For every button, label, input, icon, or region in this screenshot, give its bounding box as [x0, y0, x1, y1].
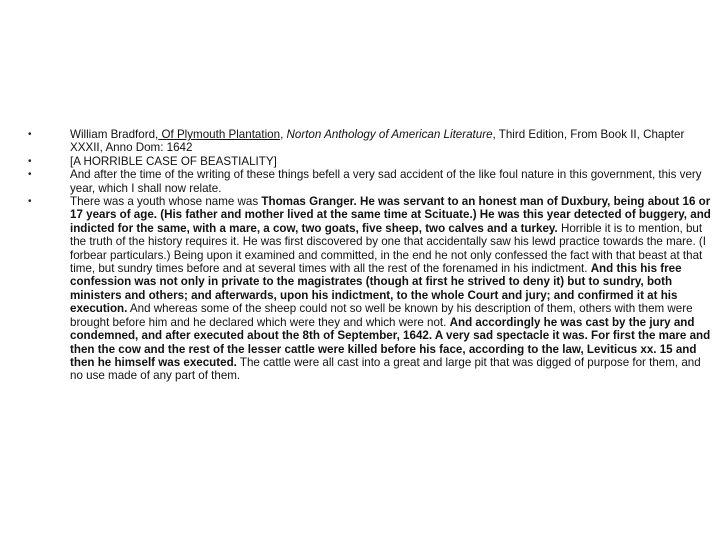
- bullet-dot-icon: •: [28, 196, 32, 208]
- narrative-segment-bold: And accordingly he was cast by the jury and condemned, and after executed about the 8th of September, 1642. A very sad spectacle it was. For first the mare and then the cow and the rest of the lesser cattle were killed before his face, according to the law, Leviticus xx. 15 and then he himself was executed.: [70, 315, 711, 369]
- narrative-segment-bold: And this his free confession was not only in private to the magistrates (though at first he strived to deny it) but to sundry, both ministers and others; and afterwards, upon his indictment, to the whole Court and jury; and confirmed it at his execution.: [70, 262, 682, 316]
- bullet-dot-icon: •: [28, 129, 32, 140]
- bullet-citation: [28, 128, 714, 155]
- citation-author: William Bradford,: [70, 128, 159, 141]
- narrative-segment-bold: Thomas Granger. He was servant to an honest man of Duxbury, being about 16 or 17 years of age. (His father and mother lived at the same time at Scituate.) He was this year detected of buggery, and indicted for the same, with a mare, a cow, two goats, five sheep, two calves and a turkey.: [70, 195, 711, 235]
- bullet-narrative: [28, 195, 714, 383]
- narrative-segment: There was a youth whose name was: [70, 195, 262, 209]
- bullet-dot-icon: •: [28, 169, 32, 181]
- case-heading: [A HORRIBLE CASE OF BEASTIALITY]: [70, 154, 277, 168]
- bullet-heading: [28, 155, 714, 168]
- citation-anthology: Norton Anthology of American Literature: [286, 128, 493, 141]
- bullet-dot-icon: •: [28, 155, 32, 167]
- narrative-segment: And whereas some of the sheep could not so well be known by his description of them, others with them were brought before him and he declared which were they and which were not.: [70, 302, 693, 329]
- bullet-intro: [28, 168, 714, 195]
- bullet-list: [28, 128, 714, 383]
- citation-title: Of Plymouth Plantation: [158, 128, 281, 141]
- citation-separator: ,: [280, 128, 287, 141]
- citation-tail: , Third Edition, From Book II, Chapter XXXII, Anno Dom: 1642: [70, 128, 685, 155]
- narrative-segment: The cattle were all cast into a great and large pit that was digged of purpose for them, and no use made of any part of them.: [70, 355, 701, 383]
- intro-paragraph: And after the time of the writing of these things befell a very sad accident of the like foul nature in this government, this very year, which I shall now relate.: [70, 168, 702, 195]
- narrative-segment: Horrible it is to mention, but the truth of the history requires it. He was first discovered by one that accidentally saw his lewd practice towards the mare. (I forbear particulars.) Being upon it examined and committed, in the end he not only confessed the fact with that beast at that time, but sundry times before and at several times with all the rest of the forenamed in his indictment.: [70, 221, 707, 276]
